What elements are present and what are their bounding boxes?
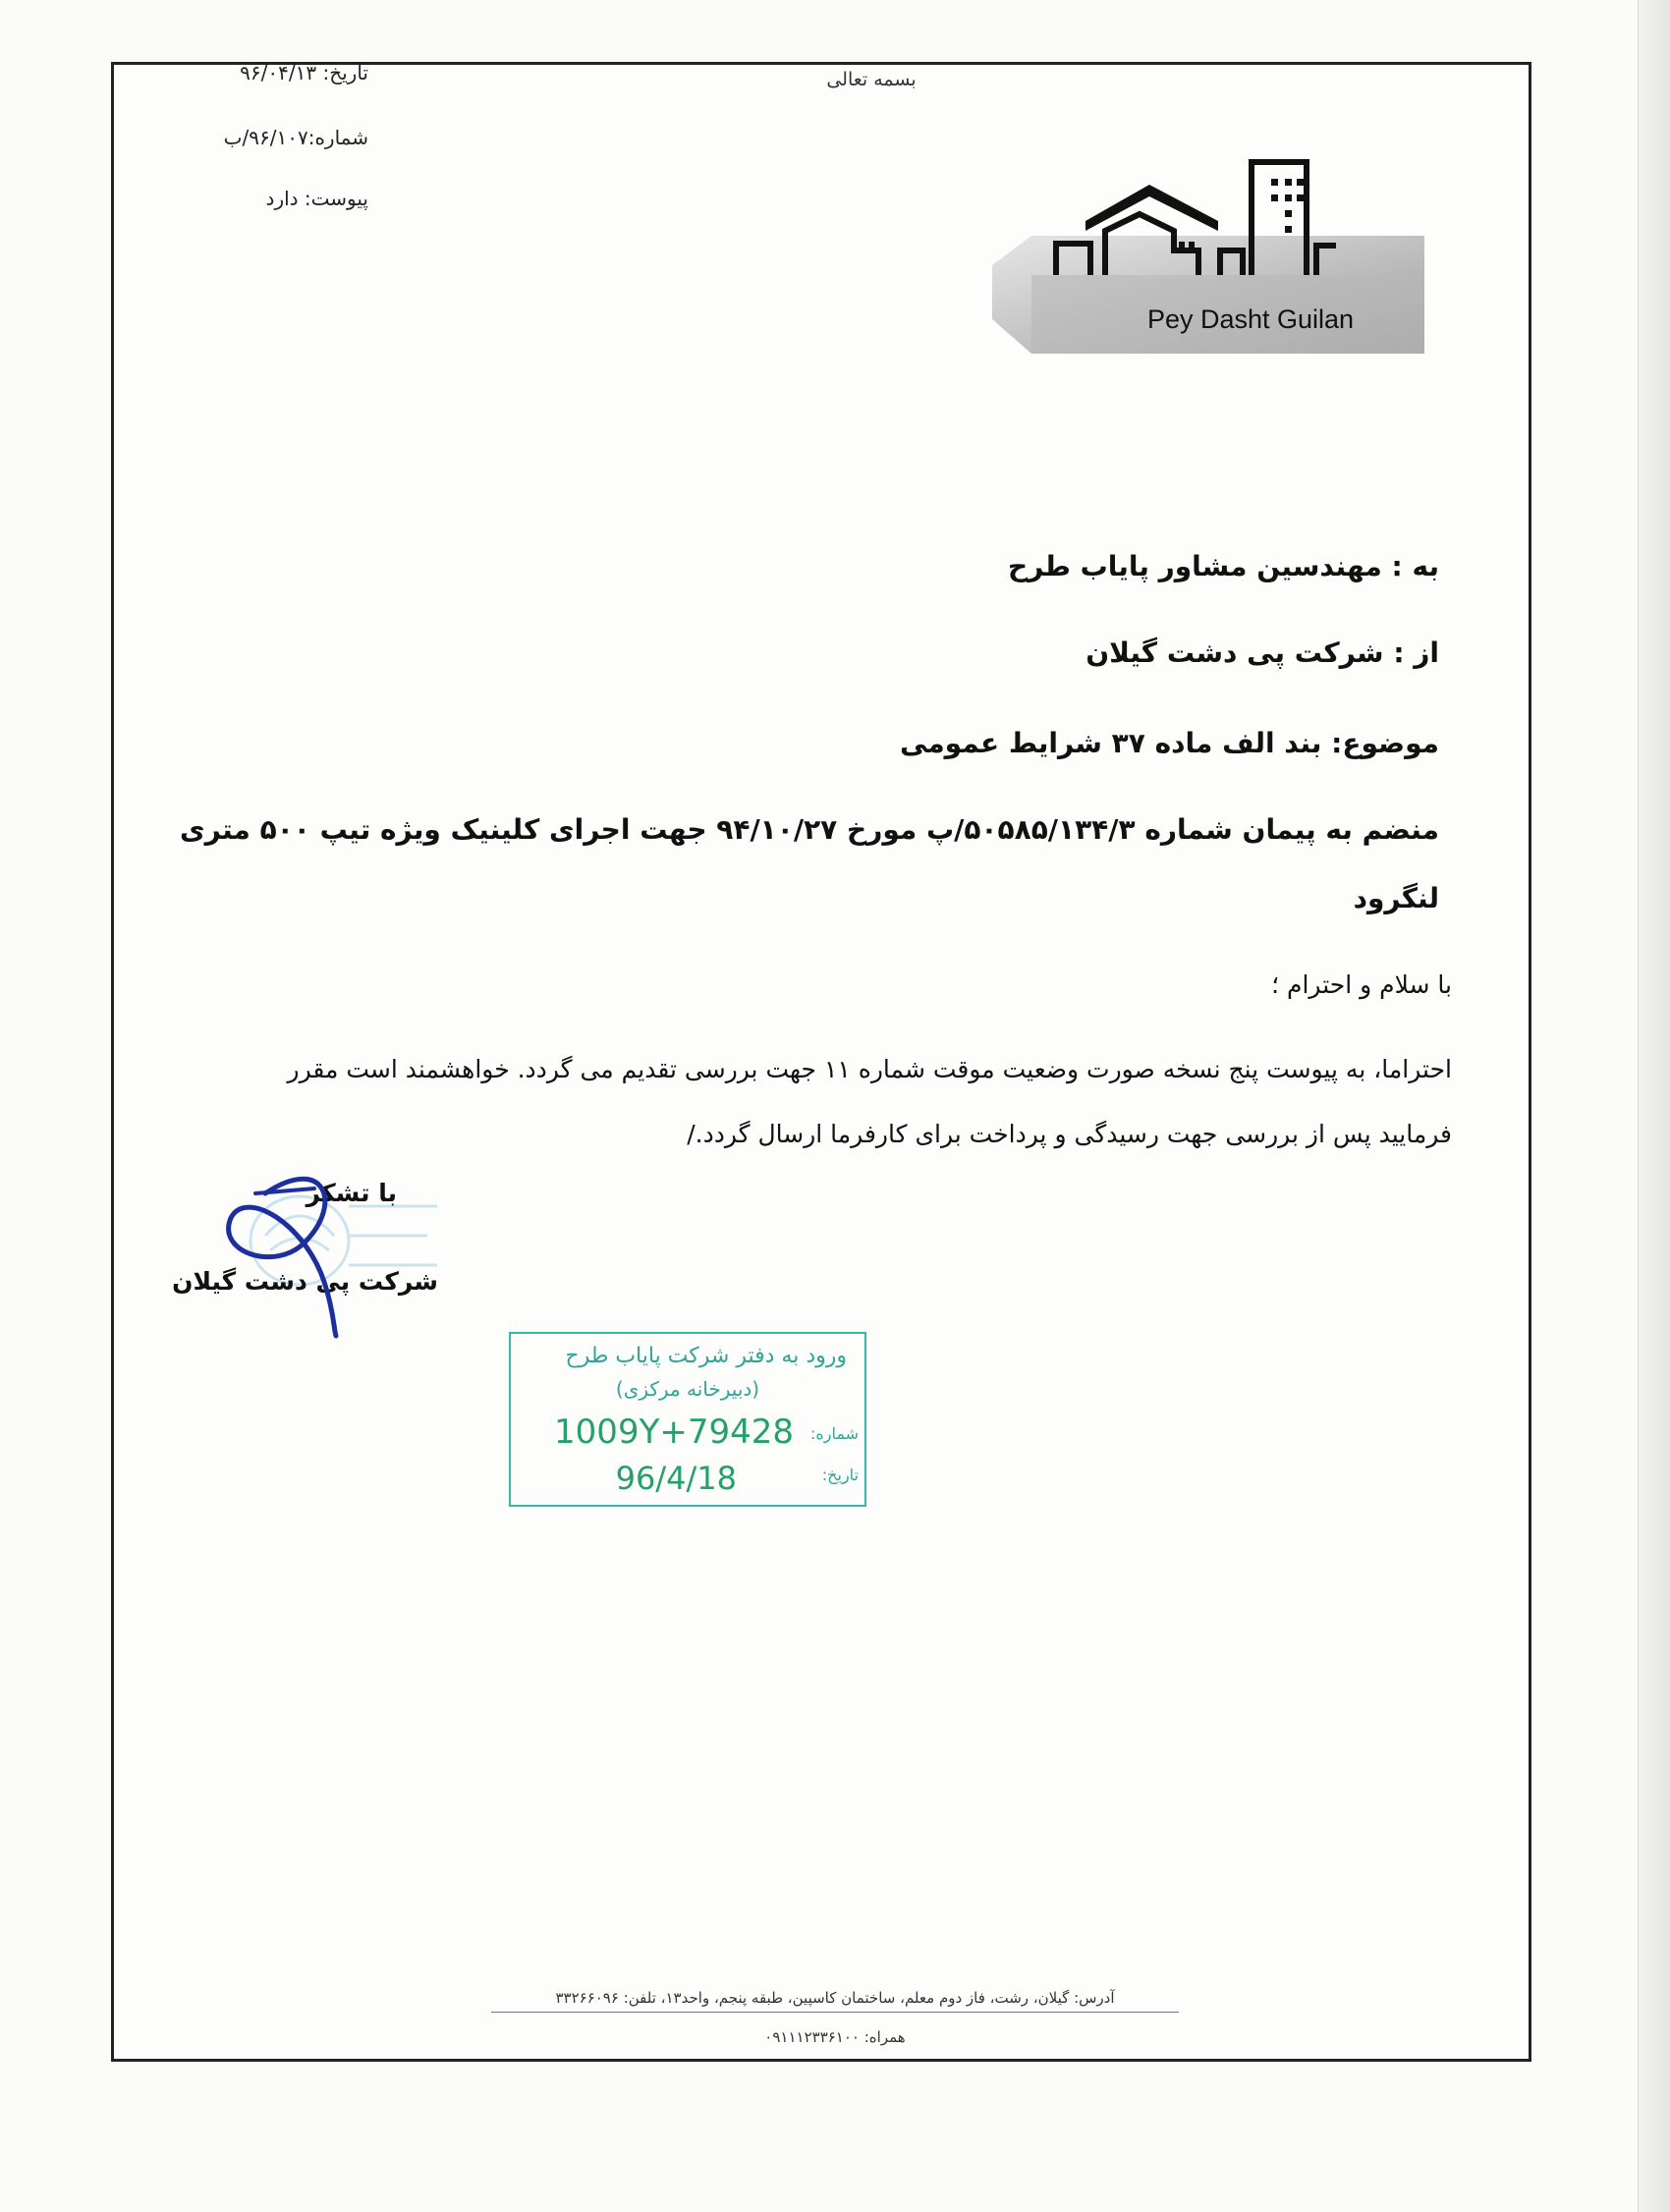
stamp-subtitle: (دبیرخانه مرکزی) [615,1377,760,1401]
stamp-title: ورود به دفتر شرکت پایاب طرح [565,1344,847,1368]
footer-underline [491,2012,1179,2013]
reference-line-1: منضم به پیمان شماره ۵۰۵۸۵/۱۳۴/۳/پ مورخ ۹۴/۱۰/۲۷ جهت اجرای کلینیک ویژه تیپ ۵۰۰ متری [180,813,1439,846]
signatory-text: شرکت پی دشت گیلان [172,1267,438,1296]
stamp-number-value: 1009Y+79428 [554,1412,794,1452]
attachment-label: پیوست: [304,187,368,210]
handwritten-signature [196,1164,413,1341]
body-line-1: احتراما، به پیوست پنج نسخه صورت وضعیت موقت شماره ۱۱ جهت بررسی تقدیم می گردد. خواهشمند است مقرر [287,1055,1452,1083]
stamp-date-value: 96/4/18 [615,1460,737,1497]
scan-edge [1638,0,1670,2212]
number-value: ۹۶/۱۰۷/ب [223,126,308,149]
footer-address: آدرس: گیلان، رشت، فاز دوم معلم، ساختمان کاسپین، طبقه پنجم، واحد۱۳، تلفن: ۳۳۲۶۶۰۹۶ [555,1989,1115,2007]
attachment-value: دارد [265,187,299,210]
date-value: ۹۶/۰۴/۱۳ [240,61,317,84]
sender-line: از : شرکت پی دشت گیلان [1086,636,1439,669]
body-line-2: فرمایید پس از بررسی جهت رسیدگی و پرداخت برای کارفرما ارسال گردد./ [687,1120,1452,1148]
date-label: تاریخ: [322,61,368,84]
footer-mobile: همراه: ۰۹۱۱۱۲۳۳۶۱۰۰ [764,2028,906,2046]
closing-text: با تشکر [306,1179,397,1207]
number-label: شماره: [307,126,368,149]
recipient-line: به : مهندسین مشاور پایاب طرح [1007,550,1439,582]
subject-line: موضوع: بند الف ماده ۳۷ شرایط عمومی [900,727,1439,759]
invocation-text: بسمه تعالی [826,69,917,90]
stamp-number-label: شماره: [809,1424,859,1443]
logo-company-name: Pey Dasht Guilan [1146,304,1355,334]
number-line [177,126,368,149]
greeting-line: با سلام و احترام ؛ [1271,970,1452,999]
attachment-line [177,187,368,210]
date-line [177,61,368,84]
stamp-date-label: تاریخ: [821,1465,859,1484]
receipt-stamp [509,1332,866,1507]
reference-line-2: لنگرود [1353,882,1439,914]
